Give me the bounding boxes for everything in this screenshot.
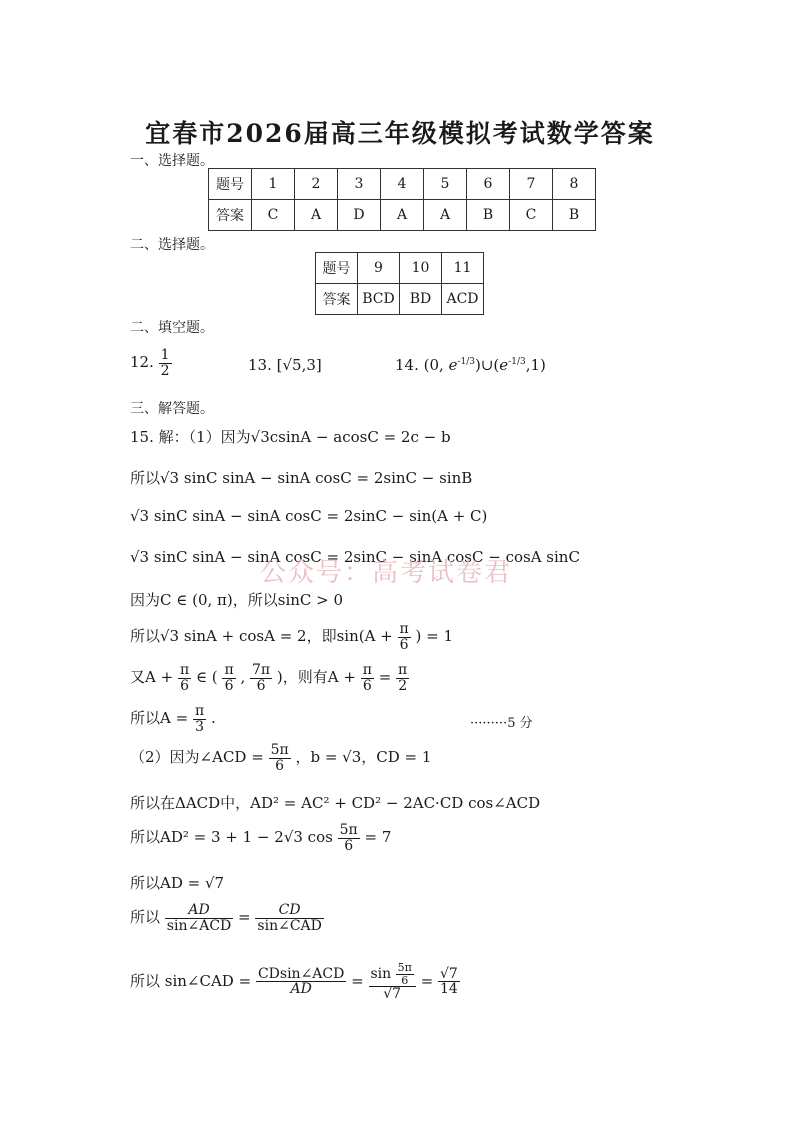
table-cell: 1 (252, 169, 295, 200)
table-cell: 答案 (316, 284, 358, 315)
fraction: $\frac{\pi}{6}$ (179, 662, 190, 694)
fraction: $\frac{1}{2}$ (160, 347, 170, 379)
fraction: sin $\frac{5\pi}{6}$ √7 (369, 962, 416, 1002)
solution-line: √3 sinC sinA − sinA cosC = 2sinC − sin(A + C) (130, 507, 488, 525)
table-cell: A (381, 200, 424, 231)
table-cell: B (553, 200, 596, 231)
answer-q14: 14. (0, $e^{-1/3})\cup(e^{-1/3},1)$ (395, 356, 546, 374)
section-heading-multiple-choice: 一、选择题。 (130, 153, 214, 169)
watermark: 公众号：高考试卷君 (260, 558, 513, 588)
table-cell: 2 (295, 169, 338, 200)
table-cell: 5 (424, 169, 467, 200)
score-note: ·········5 分 (470, 716, 533, 731)
table-cell: BD (400, 284, 442, 315)
solution-line: （2）因为∠ACD = $\frac{5\pi}{6}$ ，b = √3，CD = 1 (130, 742, 432, 774)
solution-line: 所以 $\frac{AD}{\text{sin∠ACD}}$ = $\frac{CD}{\text{sin∠CAD}}$ (130, 902, 322, 934)
solution-line: 所以在ΔACD中，AD² = AC² + CD² − 2AC·CD cos∠ACD (130, 794, 541, 812)
table-cell: 题号 (316, 253, 358, 284)
solution-line: 所以AD = √7 (130, 874, 225, 892)
solution-line: 所以√3 sinC sinA − sinA cosC = 2sinC − sinB (130, 469, 473, 487)
table-row (209, 169, 596, 200)
answer-q12: 12. $\frac{1}{2}$ (130, 347, 170, 379)
fraction: $\frac{CD}{\text{sin∠CAD}}$ (257, 902, 322, 934)
fraction: $\frac{5\pi}{6}$ (270, 742, 289, 774)
answer-table-2 (315, 252, 484, 315)
fraction: $\frac{\text{CDsin∠ACD}}{AD}$ (257, 965, 345, 998)
answer-q13: 13. [√5,3] (248, 356, 322, 374)
table-cell: C (252, 200, 295, 231)
table-cell: 7 (510, 169, 553, 200)
fraction: $\frac{√7}{14}$ (440, 965, 458, 998)
solution-line: √3 sinC sinA − sinA cosC = 2sinC − sinA cosC − cosA sinC (130, 548, 580, 566)
table-cell: 3 (338, 169, 381, 200)
table-row (316, 284, 484, 315)
solution-line: 所以A = $\frac{\pi}{3}$ . (130, 703, 216, 735)
fraction: $\frac{\pi}{6}$ (224, 662, 234, 694)
fraction: $\frac{\pi}{6}$ (399, 621, 409, 653)
table-cell: 4 (381, 169, 424, 200)
table-row (316, 253, 484, 284)
solution-line: 所以AD² = 3 + 1 − 2√3 cos $\frac{5\pi}{6}$ = 7 (130, 822, 392, 854)
table-cell: 8 (553, 169, 596, 200)
page-title: 宜春市2026届高三年级模拟考试数学答案 (145, 119, 655, 148)
solution-line: 所以√3 sinA + cosA = 2，即sin(A + $\frac{\pi}{6}$ ) = 1 (130, 621, 454, 653)
fraction: $\frac{\pi}{2}$ (398, 662, 408, 694)
table-cell: ACD (442, 284, 484, 315)
table-cell: 9 (358, 253, 400, 284)
table-cell: D (338, 200, 381, 231)
section-heading-fill-blank: 二、填空题。 (130, 320, 214, 336)
table-cell: A (295, 200, 338, 231)
solution-line: 因为C ∈ (0, π)，所以sinC > 0 (130, 591, 344, 609)
table-cell: 题号 (209, 169, 252, 200)
table-row (209, 200, 596, 231)
fraction: $\frac{7\pi}{6}$ (252, 662, 271, 694)
table-cell: A (424, 200, 467, 231)
table-cell: 6 (467, 169, 510, 200)
solution-line: 又A + $\frac{\pi}{6}$ ∈ ( $\frac{\pi}{6}$ , $\frac{7\pi}{6}$ )，则有A + $\frac{\pi}{6}$ = $\frac{\pi}{2}$ (130, 662, 408, 694)
fraction: $\frac{\pi}{6}$ (362, 662, 372, 694)
solution-line: 15. 解：（1）因为√3csinA − acosC = 2c − b (130, 428, 451, 446)
table-cell: B (467, 200, 510, 231)
answer-table-1 (208, 168, 596, 231)
table-cell: 答案 (209, 200, 252, 231)
table-cell: 11 (442, 253, 484, 284)
section-heading-multi-select: 二、选择题。 (130, 237, 214, 253)
solution-line: 所以 sin∠CAD = $\frac{\text{CDsin∠ACD}}{AD}$ = sin $\frac{5\pi}{6}$ √7 = $\frac{√7}{14}$ (130, 961, 458, 1003)
fraction: $\frac{\pi}{3}$ (194, 703, 205, 735)
section-heading-solutions: 三、解答题。 (130, 401, 214, 417)
table-cell: BCD (358, 284, 400, 315)
fraction: $\frac{AD}{\text{sin∠ACD}}$ (166, 902, 232, 934)
fraction: $\frac{5\pi}{6}$ (339, 822, 358, 854)
table-cell: 10 (400, 253, 442, 284)
table-cell: C (510, 200, 553, 231)
